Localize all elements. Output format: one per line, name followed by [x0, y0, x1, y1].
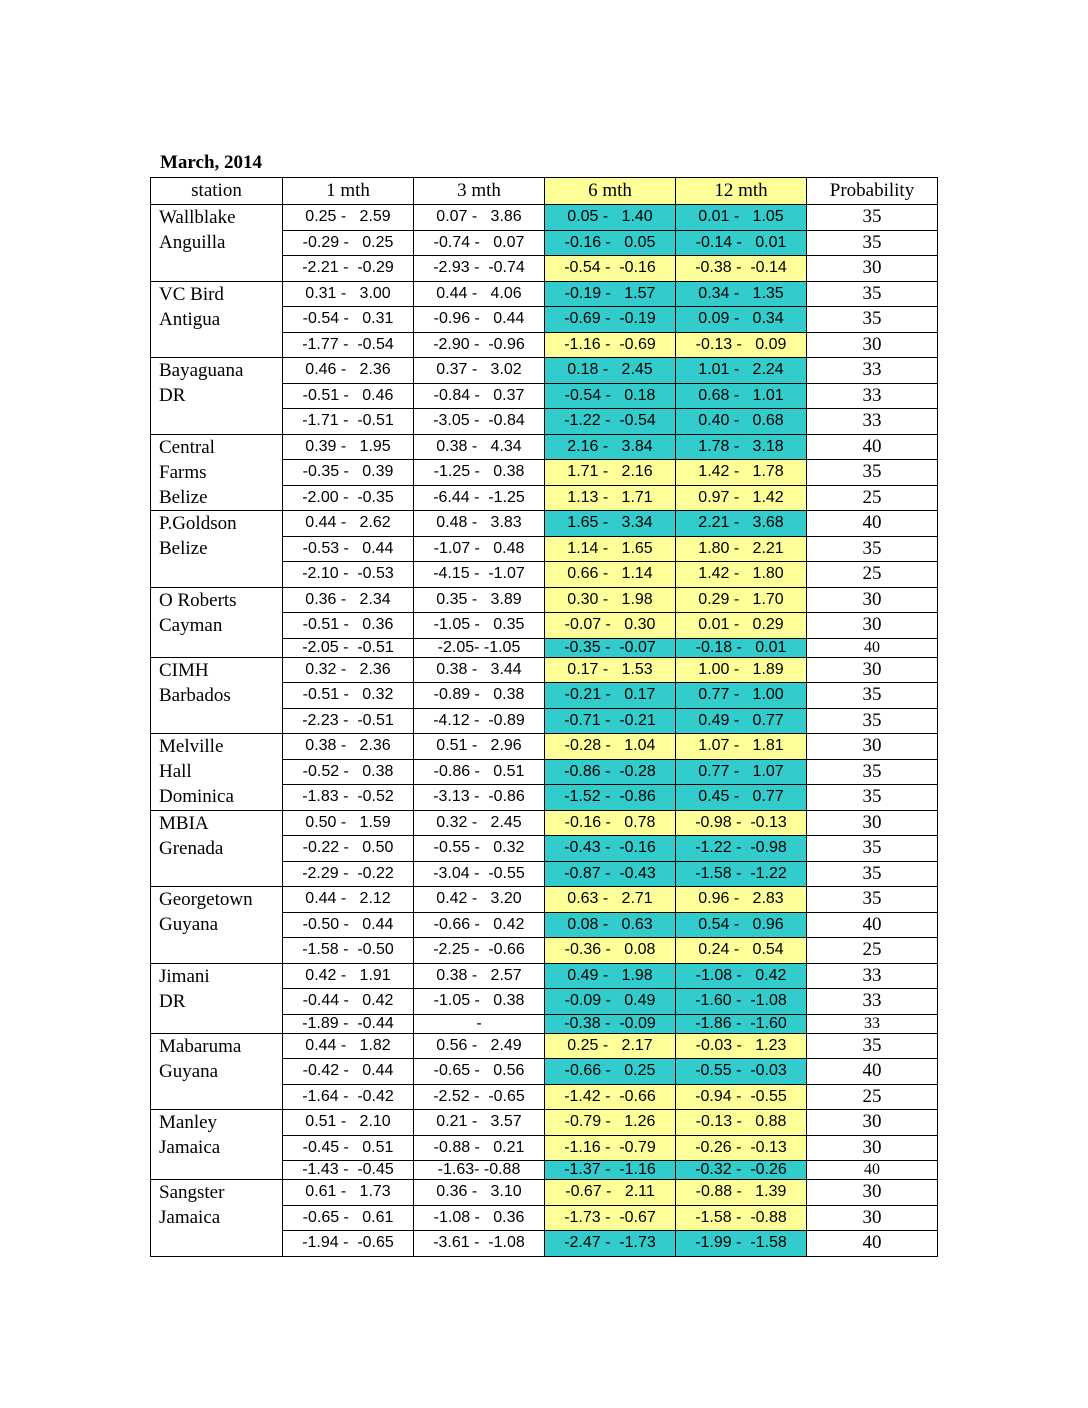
table-row: [151, 1110, 938, 1136]
value-1-mth: -0.44 - 0.42: [283, 989, 414, 1015]
value-12-mth: 1.78 - 3.18: [676, 434, 807, 460]
value-12-mth: -0.13 - 0.09: [676, 332, 807, 358]
probability-value: 30: [807, 332, 938, 358]
value-6-mth: -0.69 - -0.19: [545, 307, 676, 333]
table-row: [151, 734, 938, 760]
value-1-mth: -0.35 - 0.39: [283, 460, 414, 486]
value-12-mth: 0.09 - 0.34: [676, 307, 807, 333]
probability-value: 33: [807, 358, 938, 384]
value-12-mth: 1.42 - 1.78: [676, 460, 807, 486]
value-6-mth: 1.65 - 3.34: [545, 511, 676, 537]
table-row: [151, 587, 938, 613]
probability-value: 30: [807, 1135, 938, 1161]
probability-value: 30: [807, 1180, 938, 1206]
value-6-mth: -0.43 - -0.16: [545, 836, 676, 862]
value-12-mth: 0.77 - 1.00: [676, 683, 807, 709]
probability-value: 35: [807, 759, 938, 785]
value-3-mth: 0.38 - 3.44: [414, 657, 545, 683]
value-12-mth: 1.00 - 1.89: [676, 657, 807, 683]
station-name: Sangster Jamaica: [151, 1180, 283, 1257]
value-6-mth: -1.52 - -0.86: [545, 785, 676, 811]
value-6-mth: -0.86 - -0.28: [545, 759, 676, 785]
header-1-mth: 1 mth: [283, 178, 414, 205]
value-12-mth: -0.88 - 1.39: [676, 1180, 807, 1206]
value-3-mth: -0.89 - 0.38: [414, 683, 545, 709]
value-6-mth: -1.16 - -0.69: [545, 332, 676, 358]
probability-value: 33: [807, 409, 938, 435]
value-12-mth: -1.58 - -0.88: [676, 1205, 807, 1231]
value-1-mth: -0.51 - 0.36: [283, 613, 414, 639]
station-name: Melville Hall Dominica: [151, 734, 283, 811]
value-1-mth: -1.77 - -0.54: [283, 332, 414, 358]
station-name: MBIA Grenada: [151, 810, 283, 887]
station-name: Wallblake Anguilla: [151, 205, 283, 282]
value-1-mth: -1.58 - -0.50: [283, 938, 414, 964]
value-12-mth: 0.24 - 0.54: [676, 938, 807, 964]
probability-value: 33: [807, 1014, 938, 1033]
value-3-mth: -3.04 - -0.55: [414, 861, 545, 887]
value-6-mth: 1.71 - 2.16: [545, 460, 676, 486]
value-3-mth: 0.36 - 3.10: [414, 1180, 545, 1206]
value-12-mth: 1.01 - 2.24: [676, 358, 807, 384]
value-6-mth: -0.16 - 0.78: [545, 810, 676, 836]
value-6-mth: 0.49 - 1.98: [545, 963, 676, 989]
value-1-mth: -0.52 - 0.38: [283, 759, 414, 785]
value-6-mth: 0.17 - 1.53: [545, 657, 676, 683]
value-6-mth: -0.87 - -0.43: [545, 861, 676, 887]
value-1-mth: 0.50 - 1.59: [283, 810, 414, 836]
table-row: [151, 511, 938, 537]
probability-value: 40: [807, 1059, 938, 1085]
probability-value: 35: [807, 307, 938, 333]
value-12-mth: -0.13 - 0.88: [676, 1110, 807, 1136]
value-1-mth: -0.29 - 0.25: [283, 230, 414, 256]
value-3-mth: -0.96 - 0.44: [414, 307, 545, 333]
value-12-mth: 0.34 - 1.35: [676, 281, 807, 307]
value-12-mth: -0.14 - 0.01: [676, 230, 807, 256]
header-3-mth: 3 mth: [414, 178, 545, 205]
probability-value: 35: [807, 1033, 938, 1059]
value-6-mth: -0.28 - 1.04: [545, 734, 676, 760]
table-row: [151, 1033, 938, 1059]
value-12-mth: 0.45 - 0.77: [676, 785, 807, 811]
value-1-mth: -1.89 - -0.44: [283, 1014, 414, 1033]
probability-value: 25: [807, 485, 938, 511]
value-6-mth: -0.35 - -0.07: [545, 638, 676, 657]
value-1-mth: -1.64 - -0.42: [283, 1084, 414, 1110]
value-12-mth: -1.86 - -1.60: [676, 1014, 807, 1033]
value-1-mth: 0.39 - 1.95: [283, 434, 414, 460]
probability-value: 40: [807, 511, 938, 537]
document-title: March, 2014: [160, 152, 263, 173]
value-3-mth: -: [414, 1014, 545, 1033]
value-12-mth: 1.80 - 2.21: [676, 536, 807, 562]
value-12-mth: 1.42 - 1.80: [676, 562, 807, 588]
probability-value: 35: [807, 536, 938, 562]
value-1-mth: 0.32 - 2.36: [283, 657, 414, 683]
value-3-mth: -0.84 - 0.37: [414, 383, 545, 409]
value-6-mth: 0.30 - 1.98: [545, 587, 676, 613]
value-6-mth: 1.14 - 1.65: [545, 536, 676, 562]
probability-value: 35: [807, 836, 938, 862]
value-6-mth: 0.63 - 2.71: [545, 887, 676, 913]
value-12-mth: 0.77 - 1.07: [676, 759, 807, 785]
value-3-mth: 0.51 - 2.96: [414, 734, 545, 760]
value-12-mth: 0.54 - 0.96: [676, 912, 807, 938]
value-6-mth: -1.37 - -1.16: [545, 1161, 676, 1180]
value-3-mth: -3.05 - -0.84: [414, 409, 545, 435]
forecast-table: [150, 177, 938, 1257]
value-1-mth: -1.71 - -0.51: [283, 409, 414, 435]
value-12-mth: 1.07 - 1.81: [676, 734, 807, 760]
value-12-mth: -1.60 - -1.08: [676, 989, 807, 1015]
header-probability: Probability: [807, 178, 938, 205]
value-1-mth: 0.38 - 2.36: [283, 734, 414, 760]
value-6-mth: -0.66 - 0.25: [545, 1059, 676, 1085]
value-3-mth: 0.35 - 3.89: [414, 587, 545, 613]
value-6-mth: 0.25 - 2.17: [545, 1033, 676, 1059]
probability-value: 35: [807, 683, 938, 709]
value-1-mth: -2.29 - -0.22: [283, 861, 414, 887]
station-name: Jimani DR: [151, 963, 283, 1033]
value-3-mth: -0.55 - 0.32: [414, 836, 545, 862]
table-row: [151, 1180, 938, 1206]
header-6-mth: 6 mth: [545, 178, 676, 205]
value-6-mth: 0.05 - 1.40: [545, 205, 676, 231]
value-12-mth: 0.29 - 1.70: [676, 587, 807, 613]
value-3-mth: -0.74 - 0.07: [414, 230, 545, 256]
value-6-mth: -0.79 - 1.26: [545, 1110, 676, 1136]
value-6-mth: -1.22 - -0.54: [545, 409, 676, 435]
value-1-mth: 0.44 - 2.62: [283, 511, 414, 537]
probability-value: 40: [807, 1231, 938, 1257]
value-6-mth: -0.09 - 0.49: [545, 989, 676, 1015]
value-3-mth: -6.44 - -1.25: [414, 485, 545, 511]
value-6-mth: 0.18 - 2.45: [545, 358, 676, 384]
value-3-mth: 0.38 - 4.34: [414, 434, 545, 460]
value-1-mth: -0.54 - 0.31: [283, 307, 414, 333]
value-1-mth: -2.05 - -0.51: [283, 638, 414, 657]
probability-value: 40: [807, 1161, 938, 1180]
value-6-mth: -1.42 - -0.66: [545, 1084, 676, 1110]
value-6-mth: -0.07 - 0.30: [545, 613, 676, 639]
value-12-mth: -1.99 - -1.58: [676, 1231, 807, 1257]
station-name: Mabaruma Guyana: [151, 1033, 283, 1110]
value-1-mth: 0.42 - 1.91: [283, 963, 414, 989]
probability-value: 30: [807, 657, 938, 683]
value-12-mth: -0.26 - -0.13: [676, 1135, 807, 1161]
value-12-mth: -0.94 - -0.55: [676, 1084, 807, 1110]
value-1-mth: -0.51 - 0.46: [283, 383, 414, 409]
station-name: VC Bird Antigua: [151, 281, 283, 358]
probability-value: 25: [807, 562, 938, 588]
value-6-mth: 1.13 - 1.71: [545, 485, 676, 511]
value-3-mth: 0.38 - 2.57: [414, 963, 545, 989]
value-6-mth: -0.21 - 0.17: [545, 683, 676, 709]
probability-value: 40: [807, 912, 938, 938]
value-3-mth: -1.25 - 0.38: [414, 460, 545, 486]
header-row: [151, 178, 938, 205]
value-3-mth: 0.42 - 3.20: [414, 887, 545, 913]
value-1-mth: -0.50 - 0.44: [283, 912, 414, 938]
value-3-mth: -4.12 - -0.89: [414, 708, 545, 734]
value-12-mth: -0.18 - 0.01: [676, 638, 807, 657]
value-1-mth: 0.25 - 2.59: [283, 205, 414, 231]
value-12-mth: -1.08 - 0.42: [676, 963, 807, 989]
value-6-mth: -1.16 - -0.79: [545, 1135, 676, 1161]
value-12-mth: -1.22 - -0.98: [676, 836, 807, 862]
value-3-mth: -1.63- -0.88: [414, 1161, 545, 1180]
probability-value: 35: [807, 281, 938, 307]
probability-value: 33: [807, 383, 938, 409]
probability-value: 35: [807, 785, 938, 811]
value-1-mth: -0.51 - 0.32: [283, 683, 414, 709]
table-row: [151, 810, 938, 836]
probability-value: 30: [807, 587, 938, 613]
probability-value: 33: [807, 963, 938, 989]
probability-value: 35: [807, 887, 938, 913]
header-12-mth: 12 mth: [676, 178, 807, 205]
value-1-mth: 0.44 - 1.82: [283, 1033, 414, 1059]
probability-value: 30: [807, 256, 938, 282]
value-6-mth: 0.66 - 1.14: [545, 562, 676, 588]
value-3-mth: 0.32 - 2.45: [414, 810, 545, 836]
value-3-mth: 0.21 - 3.57: [414, 1110, 545, 1136]
value-1-mth: -0.65 - 0.61: [283, 1205, 414, 1231]
value-6-mth: 2.16 - 3.84: [545, 434, 676, 460]
value-12-mth: 0.40 - 0.68: [676, 409, 807, 435]
table-row: [151, 657, 938, 683]
value-1-mth: 0.31 - 3.00: [283, 281, 414, 307]
value-1-mth: 0.51 - 2.10: [283, 1110, 414, 1136]
probability-value: 25: [807, 938, 938, 964]
value-3-mth: -2.90 - -0.96: [414, 332, 545, 358]
value-6-mth: -0.19 - 1.57: [545, 281, 676, 307]
value-3-mth: 0.56 - 2.49: [414, 1033, 545, 1059]
value-3-mth: -1.05 - 0.38: [414, 989, 545, 1015]
station-name: P.Goldson Belize: [151, 511, 283, 588]
value-1-mth: -2.10 - -0.53: [283, 562, 414, 588]
value-6-mth: -0.54 - -0.16: [545, 256, 676, 282]
value-3-mth: -2.05- -1.05: [414, 638, 545, 657]
value-1-mth: -0.53 - 0.44: [283, 536, 414, 562]
probability-value: 33: [807, 989, 938, 1015]
probability-value: 35: [807, 861, 938, 887]
value-6-mth: -0.54 - 0.18: [545, 383, 676, 409]
value-6-mth: 0.08 - 0.63: [545, 912, 676, 938]
value-1-mth: 0.44 - 2.12: [283, 887, 414, 913]
value-12-mth: -0.03 - 1.23: [676, 1033, 807, 1059]
value-12-mth: 0.49 - 0.77: [676, 708, 807, 734]
value-3-mth: -2.25 - -0.66: [414, 938, 545, 964]
value-3-mth: -3.13 - -0.86: [414, 785, 545, 811]
value-1-mth: 0.36 - 2.34: [283, 587, 414, 613]
value-1-mth: -0.45 - 0.51: [283, 1135, 414, 1161]
value-3-mth: -3.61 - -1.08: [414, 1231, 545, 1257]
value-3-mth: 0.37 - 3.02: [414, 358, 545, 384]
value-3-mth: -1.05 - 0.35: [414, 613, 545, 639]
probability-value: 30: [807, 734, 938, 760]
value-1-mth: 0.61 - 1.73: [283, 1180, 414, 1206]
value-12-mth: 0.01 - 1.05: [676, 205, 807, 231]
value-1-mth: -1.83 - -0.52: [283, 785, 414, 811]
value-12-mth: 0.68 - 1.01: [676, 383, 807, 409]
value-12-mth: 0.96 - 2.83: [676, 887, 807, 913]
value-12-mth: -0.32 - -0.26: [676, 1161, 807, 1180]
station-name: Georgetown Guyana: [151, 887, 283, 964]
value-6-mth: -0.67 - 2.11: [545, 1180, 676, 1206]
value-12-mth: -0.55 - -0.03: [676, 1059, 807, 1085]
station-name: CIMH Barbados: [151, 657, 283, 734]
value-6-mth: -0.36 - 0.08: [545, 938, 676, 964]
value-3-mth: -4.15 - -1.07: [414, 562, 545, 588]
value-3-mth: 0.07 - 3.86: [414, 205, 545, 231]
probability-value: 35: [807, 708, 938, 734]
value-3-mth: -0.88 - 0.21: [414, 1135, 545, 1161]
value-1-mth: -2.23 - -0.51: [283, 708, 414, 734]
value-6-mth: -0.16 - 0.05: [545, 230, 676, 256]
value-3-mth: 0.44 - 4.06: [414, 281, 545, 307]
value-6-mth: -2.47 - -1.73: [545, 1231, 676, 1257]
probability-value: 35: [807, 205, 938, 231]
station-name: Bayaguana DR: [151, 358, 283, 435]
value-3-mth: -0.86 - 0.51: [414, 759, 545, 785]
value-12-mth: -1.58 - -1.22: [676, 861, 807, 887]
station-name: O Roberts Cayman: [151, 587, 283, 657]
value-12-mth: -0.38 - -0.14: [676, 256, 807, 282]
value-6-mth: -0.71 - -0.21: [545, 708, 676, 734]
value-1-mth: -0.42 - 0.44: [283, 1059, 414, 1085]
value-1-mth: -0.22 - 0.50: [283, 836, 414, 862]
probability-value: 30: [807, 1205, 938, 1231]
value-3-mth: -1.07 - 0.48: [414, 536, 545, 562]
value-3-mth: 0.48 - 3.83: [414, 511, 545, 537]
table-row: [151, 205, 938, 231]
value-6-mth: -0.38 - -0.09: [545, 1014, 676, 1033]
table-row: [151, 887, 938, 913]
probability-value: 35: [807, 230, 938, 256]
value-12-mth: 0.01 - 0.29: [676, 613, 807, 639]
probability-value: 35: [807, 460, 938, 486]
table-row: [151, 963, 938, 989]
probability-value: 25: [807, 1084, 938, 1110]
table-row: [151, 281, 938, 307]
probability-value: 40: [807, 434, 938, 460]
probability-value: 30: [807, 613, 938, 639]
probability-value: 40: [807, 638, 938, 657]
station-name: Manley Jamaica: [151, 1110, 283, 1180]
value-3-mth: -0.66 - 0.42: [414, 912, 545, 938]
table-row: [151, 358, 938, 384]
value-1-mth: -2.00 - -0.35: [283, 485, 414, 511]
probability-value: 30: [807, 1110, 938, 1136]
station-name: Central Farms Belize: [151, 434, 283, 511]
value-3-mth: -2.93 - -0.74: [414, 256, 545, 282]
table-body: [151, 205, 938, 1257]
value-6-mth: -1.73 - -0.67: [545, 1205, 676, 1231]
table-row: [151, 434, 938, 460]
value-1-mth: 0.46 - 2.36: [283, 358, 414, 384]
value-3-mth: -1.08 - 0.36: [414, 1205, 545, 1231]
value-12-mth: 2.21 - 3.68: [676, 511, 807, 537]
probability-value: 30: [807, 810, 938, 836]
value-1-mth: -2.21 - -0.29: [283, 256, 414, 282]
value-1-mth: -1.94 - -0.65: [283, 1231, 414, 1257]
value-12-mth: 0.97 - 1.42: [676, 485, 807, 511]
header-station: station: [151, 178, 283, 205]
value-12-mth: -0.98 - -0.13: [676, 810, 807, 836]
value-1-mth: -1.43 - -0.45: [283, 1161, 414, 1180]
value-3-mth: -2.52 - -0.65: [414, 1084, 545, 1110]
value-3-mth: -0.65 - 0.56: [414, 1059, 545, 1085]
